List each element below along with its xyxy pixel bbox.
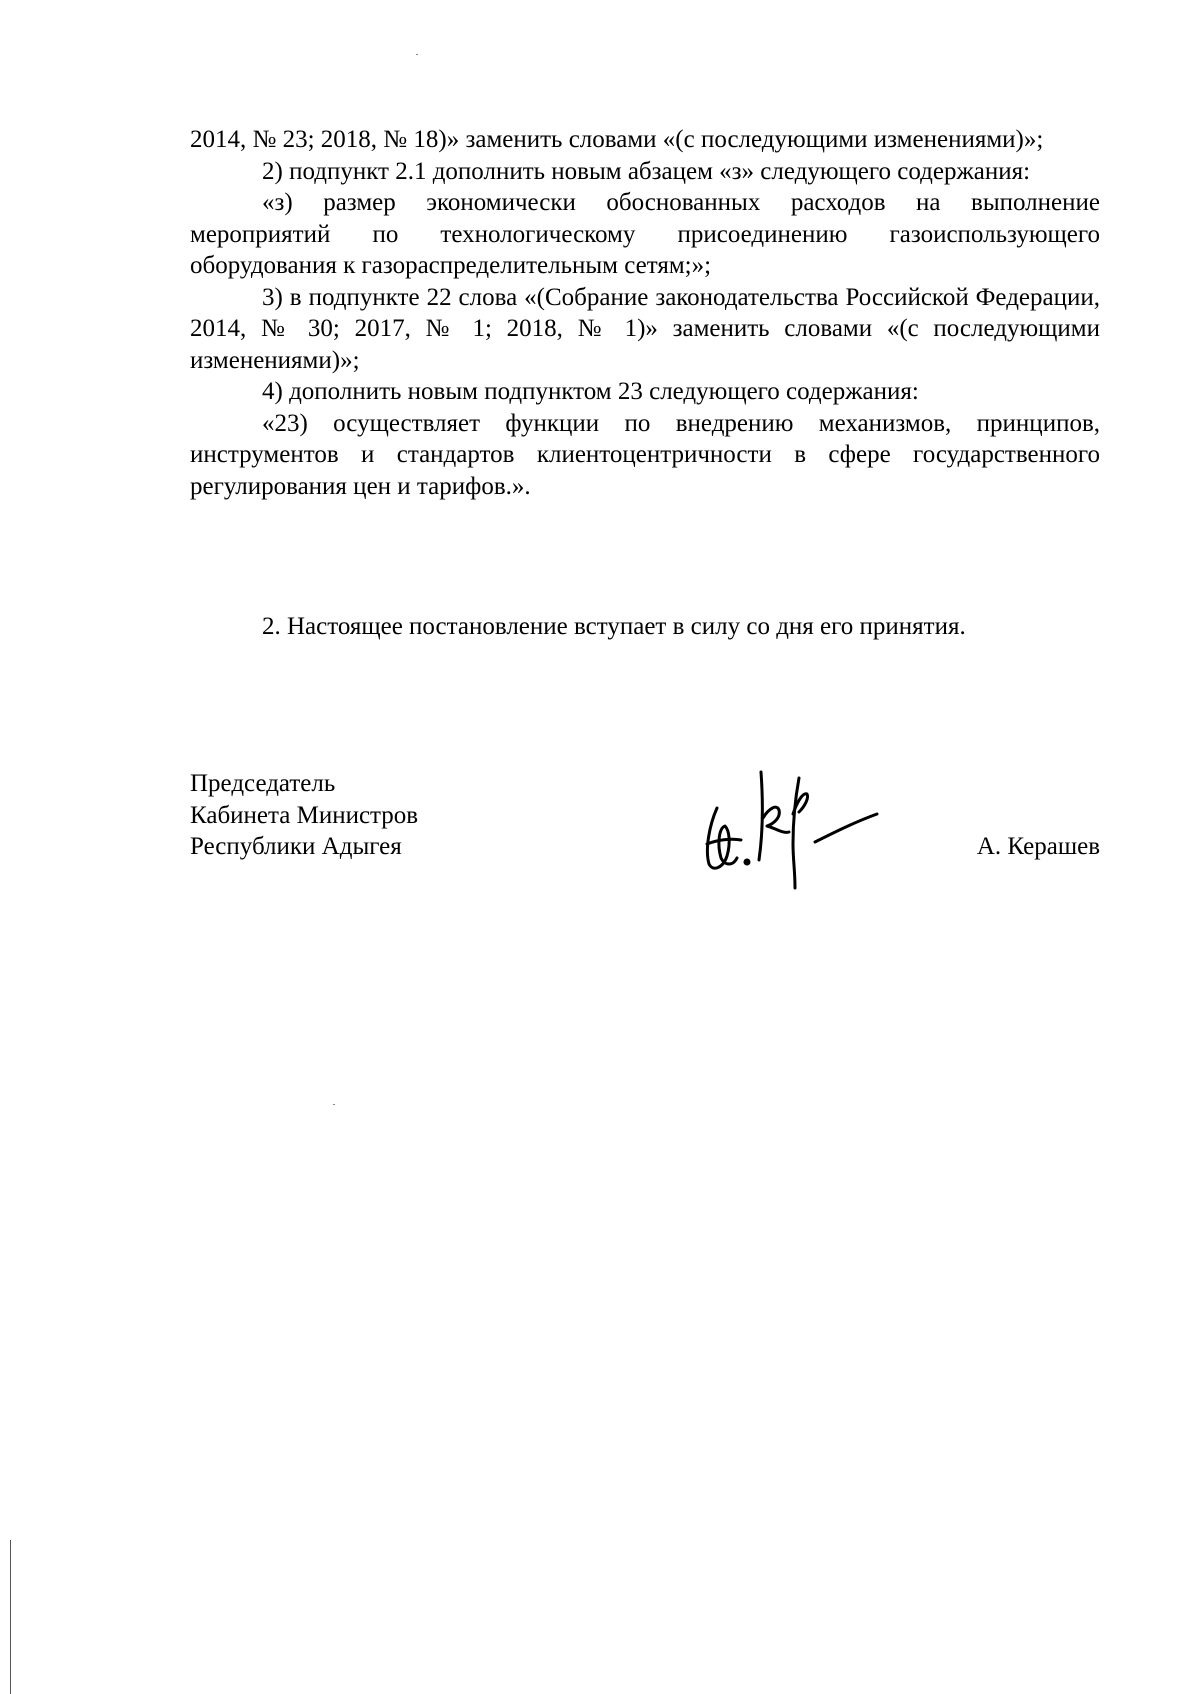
paragraph-item-2-content: «з) размер экономически обоснованных расходов на выполнение мероприятий по технологическому присоединению газоиспользующего оборудования к газораспределительным сетям;»; xyxy=(190,189,1100,279)
signer-name: А. Керашев xyxy=(976,833,1100,860)
signatory-title-line: Председатель xyxy=(190,770,336,797)
paragraph-continuation: 2014, № 23; 2018, № 18)» заменить словами «(с последующими изменениями)»; xyxy=(190,126,1044,153)
signatory-title xyxy=(190,768,418,863)
scan-speck xyxy=(416,54,418,55)
paragraph-item-4: 4) дополнить новым подпунктом 23 следующего содержания: xyxy=(262,378,919,405)
paragraph-item-3: 3) в подпункте 22 слова «(Собрание законодательства Российской Федерации, 2014, № 30; 2017, № 1; 2018, № 1)» заменить словами «(с последующими изменениями)»; xyxy=(190,283,1100,374)
handwritten-signature xyxy=(695,760,895,905)
signatory-title-line: Кабинета Министров xyxy=(190,801,419,829)
effective-date-clause: 2. Настоящее постановление вступает в силу со дня его принятия. xyxy=(262,613,966,640)
amendments-text xyxy=(190,124,1100,502)
signatory-title-line: Республики Адыгея xyxy=(190,833,402,860)
paragraph-item-2: 2) подпункт 2.1 дополнить новым абзацем «з» следующего содержания: xyxy=(262,157,1031,185)
scan-edge-line xyxy=(10,1540,11,1694)
scan-speck xyxy=(333,1104,335,1105)
paragraph-item-4-content: «23) осуществляет функции по внедрению механизмов, принципов, инструментов и стандартов клиентоцентричности в сфере государственного регулирования цен и тарифов.». xyxy=(190,409,1100,500)
